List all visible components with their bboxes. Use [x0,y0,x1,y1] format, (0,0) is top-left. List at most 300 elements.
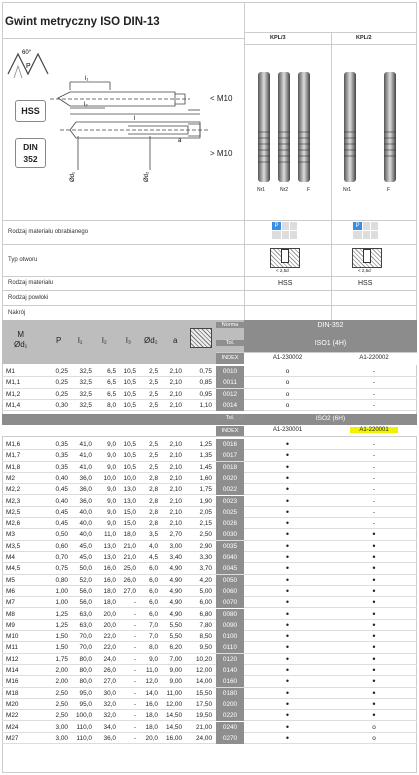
table-cell: 1,60 [199,474,212,482]
table-cell: 2,50 [55,700,68,708]
table-cell: 10,0 [123,474,136,482]
table-cell: 2,8 [149,486,158,494]
table-cell: 50,0 [79,565,92,573]
table-cell: 2,50 [55,712,68,720]
l2-label: l₂ [84,102,88,108]
table-cell: 80,0 [79,678,92,686]
table-row [2,563,417,574]
table-cell: 0,35 [55,463,68,471]
table-row [2,450,417,461]
availability-mark: • [372,698,376,709]
table-row [2,462,417,473]
table-cell: 52,0 [79,576,92,584]
table-cell: 9,0 [107,520,116,528]
index-code: 0080 [216,609,244,620]
table-cell: 40,0 [79,508,92,516]
availability-mark: • [372,540,376,551]
pitch-label: P [26,63,31,70]
table-cell: 21,0 [123,554,136,561]
table-cell: 4,0 [149,542,158,550]
table-cell: 32,0 [103,700,116,708]
table-cell: 7,0 [149,621,158,629]
table-cell: 36,0 [79,474,92,482]
table-cell: - [133,610,136,618]
table-cell: M3,5 [6,542,21,550]
table-cell: 95,0 [79,689,92,697]
table-cell: 0,75 [55,565,68,573]
table-cell: 2,50 [55,689,68,697]
table-cell: 32,5 [79,390,92,398]
availability-mark: • [285,574,290,585]
availability-mark: • [285,732,290,743]
availability-mark: • [285,540,290,551]
table-cell: 24,0 [103,655,116,663]
table-row [2,507,417,518]
table-cell: - [133,734,136,742]
table-cell: M1,4 [6,401,21,409]
table-row [2,496,417,507]
table-cell: 10,5 [123,368,136,375]
table-cell: - [133,644,136,652]
table-cell: 1,45 [199,463,212,471]
table-cell: 2,10 [169,379,182,387]
table-cell: 0,80 [55,576,68,584]
table-cell: 32,5 [79,368,92,375]
table-cell: 7,80 [199,621,212,629]
table-cell: 0,30 [55,401,68,409]
table-cell: 30,0 [103,689,116,697]
index-code: 0040 [216,552,244,563]
index-code: 0110 [216,642,244,653]
table-cell: 2,90 [199,542,212,550]
table-cell: 4,90 [169,576,182,584]
table-cell: 9,0 [107,497,116,505]
col-l2: l₂ [102,336,107,345]
tol2-value: ISO2 (6H) [315,415,346,422]
table-cell: 2,10 [169,401,182,409]
tol1-value: ISO1 (4H) [314,340,347,347]
thread-profile-icon [6,46,50,82]
table-cell: 40,0 [79,531,92,539]
col-d2: Ød₂ [144,336,158,345]
table-cell: 6,0 [149,565,158,573]
table-cell: 15,0 [123,508,136,516]
label-coating: Rodzaj powłoki [8,295,49,301]
table-row [2,699,417,710]
square-drive-icon [190,328,212,348]
table-cell: 32,5 [79,379,92,387]
table-cell: 19,50 [196,712,212,720]
table-cell: 13,0 [103,542,116,550]
table-cell: M2,5 [6,508,21,516]
material-icon-kpl2: P [353,222,379,240]
m10-small-label: < M10 [210,94,233,103]
hole-note-kpl3: < 2,5d [276,268,289,273]
col-p: P [56,336,62,345]
table-cell: M1 [6,368,15,375]
table-cell: 36,0 [103,734,116,742]
table-cell: 3,5 [149,531,158,539]
availability-mark: - [372,508,376,516]
table-cell: 8,50 [199,633,212,641]
table-cell: 14,00 [196,678,212,686]
table-cell: 15,0 [123,520,136,528]
table-cell: 95,0 [79,700,92,708]
availability-mark: - [372,390,376,398]
table-cell: M4,5 [6,565,21,573]
table-cell: 41,0 [79,463,92,471]
table-cell: M2,2 [6,486,21,494]
table-row [2,609,417,620]
table-cell: M11 [6,644,18,652]
table-cell: 110,0 [76,734,92,742]
table-row [2,631,417,642]
table-cell: M5 [6,576,15,584]
table-row [2,377,417,388]
table-cell: 32,5 [79,401,92,409]
index-code: 0035 [216,541,244,552]
table-cell: 0,40 [55,474,68,482]
table-cell: 2,10 [169,474,182,482]
table-cell: 16,00 [166,734,182,742]
table-row [2,620,417,631]
availability-mark: • [372,619,376,630]
index-code: 0010 [216,366,244,377]
index-code: 0022 [216,484,244,495]
table-cell: 1,10 [199,401,212,409]
index-code: 0180 [216,688,244,699]
tap-drawing-small [50,70,240,200]
table-cell: 4,90 [169,565,182,573]
tap-label-kpl3-2: Nr2 [280,187,289,193]
table-cell: 18,0 [103,599,116,607]
col-a: a [173,336,178,345]
availability-mark: o [372,723,376,731]
table-cell: 9,0 [107,508,116,516]
table-cell: 63,0 [79,610,92,618]
table-cell: 10,5 [123,463,136,471]
table-row [2,710,417,721]
index-code: 0200 [216,699,244,710]
index-code: 0120 [216,654,244,665]
kpl3-label: KPL/3 [270,35,286,41]
table-cell: 20,0 [145,734,158,742]
table-cell: 2,00 [55,667,68,674]
index-code: 0020 [216,473,244,484]
table-cell: 6,0 [149,587,158,595]
table-cell: - [133,621,136,629]
table-cell: 2,10 [169,486,182,494]
material-kpl3: HSS [278,280,293,287]
table-row [2,473,417,484]
hole-type-icon-kpl3 [270,248,300,268]
table-cell: M2,3 [6,497,21,505]
table-cell: 10,5 [123,452,136,460]
table-cell: 10,5 [123,390,136,398]
availability-mark: • [372,597,376,608]
table-row [2,484,417,495]
table-cell: M10 [6,633,19,641]
index-label-1: INDEX [216,353,244,364]
table-cell: 1,35 [199,452,212,460]
table-cell: 1,50 [55,633,68,641]
availability-mark: • [285,506,290,517]
table-cell: 20,0 [103,610,116,618]
m10-large-label: > M10 [210,149,233,158]
table-cell: 1,25 [199,441,212,448]
availability-mark: - [372,486,376,494]
col-l1: l₁ [78,336,83,345]
table-row [2,529,417,540]
table-cell: 9,0 [149,655,158,663]
table-cell: 2,10 [169,463,182,471]
table-cell: 14,0 [145,689,158,697]
table-row [2,552,417,563]
table-row [2,400,417,411]
table-cell: - [133,667,136,674]
table-cell: 70,0 [79,644,92,652]
index-code: 0100 [216,631,244,642]
table-cell: 34,0 [103,723,116,731]
table-cell: 2,00 [55,678,68,686]
table-cell: 7,0 [149,633,158,641]
table-row [2,654,417,665]
index-code: 0018 [216,462,244,473]
table-cell: M16 [6,678,19,686]
table-cell: 9,0 [107,452,116,460]
table-cell: 36,0 [79,486,92,494]
availability-mark: • [372,710,376,721]
table-cell: 2,10 [169,452,182,460]
availability-mark: • [372,563,376,574]
table-cell: 1,75 [55,655,68,663]
table-cell: M18 [6,689,19,697]
table-row [2,733,417,744]
availability-mark: • [285,450,290,461]
table-cell: 1,00 [55,587,68,595]
table-cell: M4 [6,554,15,561]
availability-mark: • [285,710,290,721]
table-cell: 2,8 [149,520,158,528]
table-row [2,665,417,676]
tap-label-kpl3-3: F [307,187,311,193]
table-cell: 5,50 [169,633,182,641]
availability-mark: o [285,368,290,375]
availability-mark: • [372,529,376,540]
table-cell: 9,0 [107,463,116,471]
d2-label: Ød₂ [144,171,150,182]
table-cell: 0,45 [55,520,68,528]
table-cell: 2,10 [169,508,182,516]
table-cell: 45,0 [79,542,92,550]
table-cell: M14 [6,667,19,674]
table-cell: 2,5 [149,441,158,448]
label-material: Rodzaj materiału [8,280,54,286]
availability-mark: o [285,390,290,398]
table-cell: 17,50 [196,700,212,708]
table-cell: 0,25 [55,379,68,387]
table-cell: 0,60 [55,542,68,550]
table-cell: 2,5 [149,452,158,460]
table-cell: - [133,689,136,697]
index-kpl3-2: A1-230001 [272,427,303,433]
table-cell: 2,5 [149,401,158,409]
availability-mark: • [285,461,290,472]
table-cell: 0,35 [55,441,68,448]
table-cell: 9,00 [169,667,182,674]
table-cell: 2,8 [149,508,158,516]
table-cell: - [133,678,136,686]
angle-label: 60° [22,50,32,56]
table-cell: M1,7 [6,452,21,460]
table-cell: 3,40 [169,554,182,561]
table-cell: 8,0 [149,644,158,652]
table-cell: M3 [6,531,15,539]
header-divider [244,2,245,320]
table-cell: 3,00 [169,542,182,550]
availability-mark: o [285,401,290,409]
table-cell: 0,95 [199,390,212,398]
index-code: 0012 [216,389,244,400]
table-cell: 15,50 [196,689,212,697]
table-cell: 2,10 [169,520,182,528]
table-cell: 25,0 [123,565,136,573]
label-hole-type: Typ otworu [8,257,38,263]
table-cell: 5,00 [199,587,212,595]
availability-mark: - [372,441,376,448]
table-cell: 16,0 [103,576,116,584]
table-cell: 10,5 [123,401,136,409]
table-cell: 4,5 [149,554,158,561]
table-cell: 2,10 [169,390,182,398]
table-cell: 2,10 [169,441,182,448]
table-cell: 13,0 [123,486,136,494]
availability-mark: • [285,472,290,483]
availability-mark: - [372,401,376,409]
table-cell: 20,0 [103,621,116,629]
index-kpl2-2: A1-220001 [350,427,398,433]
availability-mark: • [372,687,376,698]
index-code: 0070 [216,597,244,608]
table-cell: 18,0 [123,531,136,539]
table-cell: 12,0 [145,678,158,686]
table-cell: 18,0 [145,723,158,731]
availability-mark: • [372,642,376,653]
availability-mark: • [372,653,376,664]
table-cell: 3,70 [199,565,212,573]
table-cell: M1,1 [6,379,21,387]
tap-label-kpl2-2: F [387,187,391,193]
availability-mark: - [372,497,376,505]
table-cell: 21,0 [123,542,136,550]
table-cell: 9,00 [169,678,182,686]
index-code: 0140 [216,665,244,676]
table-row [2,597,417,608]
table-cell: 4,90 [169,610,182,618]
table-row [2,541,417,552]
index-code: 0017 [216,450,244,461]
table-cell: M20 [6,700,19,708]
index-code: 0025 [216,507,244,518]
table-cell: 10,5 [123,379,136,387]
table-cell: 2,10 [169,368,182,375]
availability-mark: • [285,585,290,596]
availability-mark: • [285,495,290,506]
norma-value: DIN-352 [317,322,344,329]
index-code: 0050 [216,575,244,586]
table-cell: 4,20 [199,576,212,584]
table-cell: - [133,712,136,720]
table-cell: M8 [6,610,15,618]
table-cell: M1,8 [6,463,21,471]
table-cell: 56,0 [79,599,92,607]
table-cell: 24,00 [196,734,212,742]
table-cell: 10,0 [103,474,116,482]
table-cell: 0,25 [55,368,68,375]
table-cell: - [133,633,136,641]
table-cell: 6,0 [149,599,158,607]
table-cell: 32,0 [103,712,116,720]
availability-mark: • [372,676,376,687]
tap-label-kpl3-1: Nr1 [257,187,266,193]
table-cell: 1,00 [55,599,68,607]
table-cell: 41,0 [79,452,92,460]
title: Gwint metryczny ISO DIN-13 [5,16,160,28]
availability-mark: • [285,563,290,574]
tool-photos-kpl2 [340,72,402,182]
availability-mark: • [285,687,290,698]
table-cell: 9,0 [107,486,116,494]
table-cell: 1,25 [55,621,68,629]
material-icon-kpl3: P [272,222,298,240]
table-cell: 2,8 [149,497,158,505]
material-kpl2: HSS [358,280,373,287]
table-row [2,439,417,450]
index-code: 0090 [216,620,244,631]
table-cell: 80,0 [79,655,92,663]
table-cell: 56,0 [79,587,92,595]
table-cell: 0,35 [55,452,68,460]
table-cell: 22,0 [103,633,116,641]
table-cell: 14,50 [166,712,182,720]
index-code: 0060 [216,586,244,597]
index-label-2: INDEX [216,426,244,436]
norma-label: Norma [216,322,244,328]
table-cell: 18,0 [103,587,116,595]
availability-mark: • [285,552,290,562]
table-cell: 0,45 [55,508,68,516]
table-cell: 11,00 [166,689,182,697]
table-cell: 6,00 [199,599,212,607]
d1-label: Ød₁ [70,171,76,182]
table-cell: - [133,700,136,708]
tap-label-kpl2-1: Nr1 [343,187,352,193]
availability-mark: - [372,368,376,375]
din-badge: DIN 352 [15,138,46,168]
table-cell: 21,00 [196,723,212,731]
index-code: 0240 [216,722,244,733]
table-cell: 100,0 [76,712,92,720]
table-cell: 6,80 [199,610,212,618]
availability-mark: - [372,463,376,471]
table-row [2,518,417,529]
table-cell: 16,0 [145,700,158,708]
table-cell: 2,5 [149,390,158,398]
table-cell: 0,85 [199,379,212,387]
table-cell: 6,5 [107,368,116,375]
table-cell: 12,00 [196,667,212,674]
table-cell: 18,0 [145,712,158,720]
